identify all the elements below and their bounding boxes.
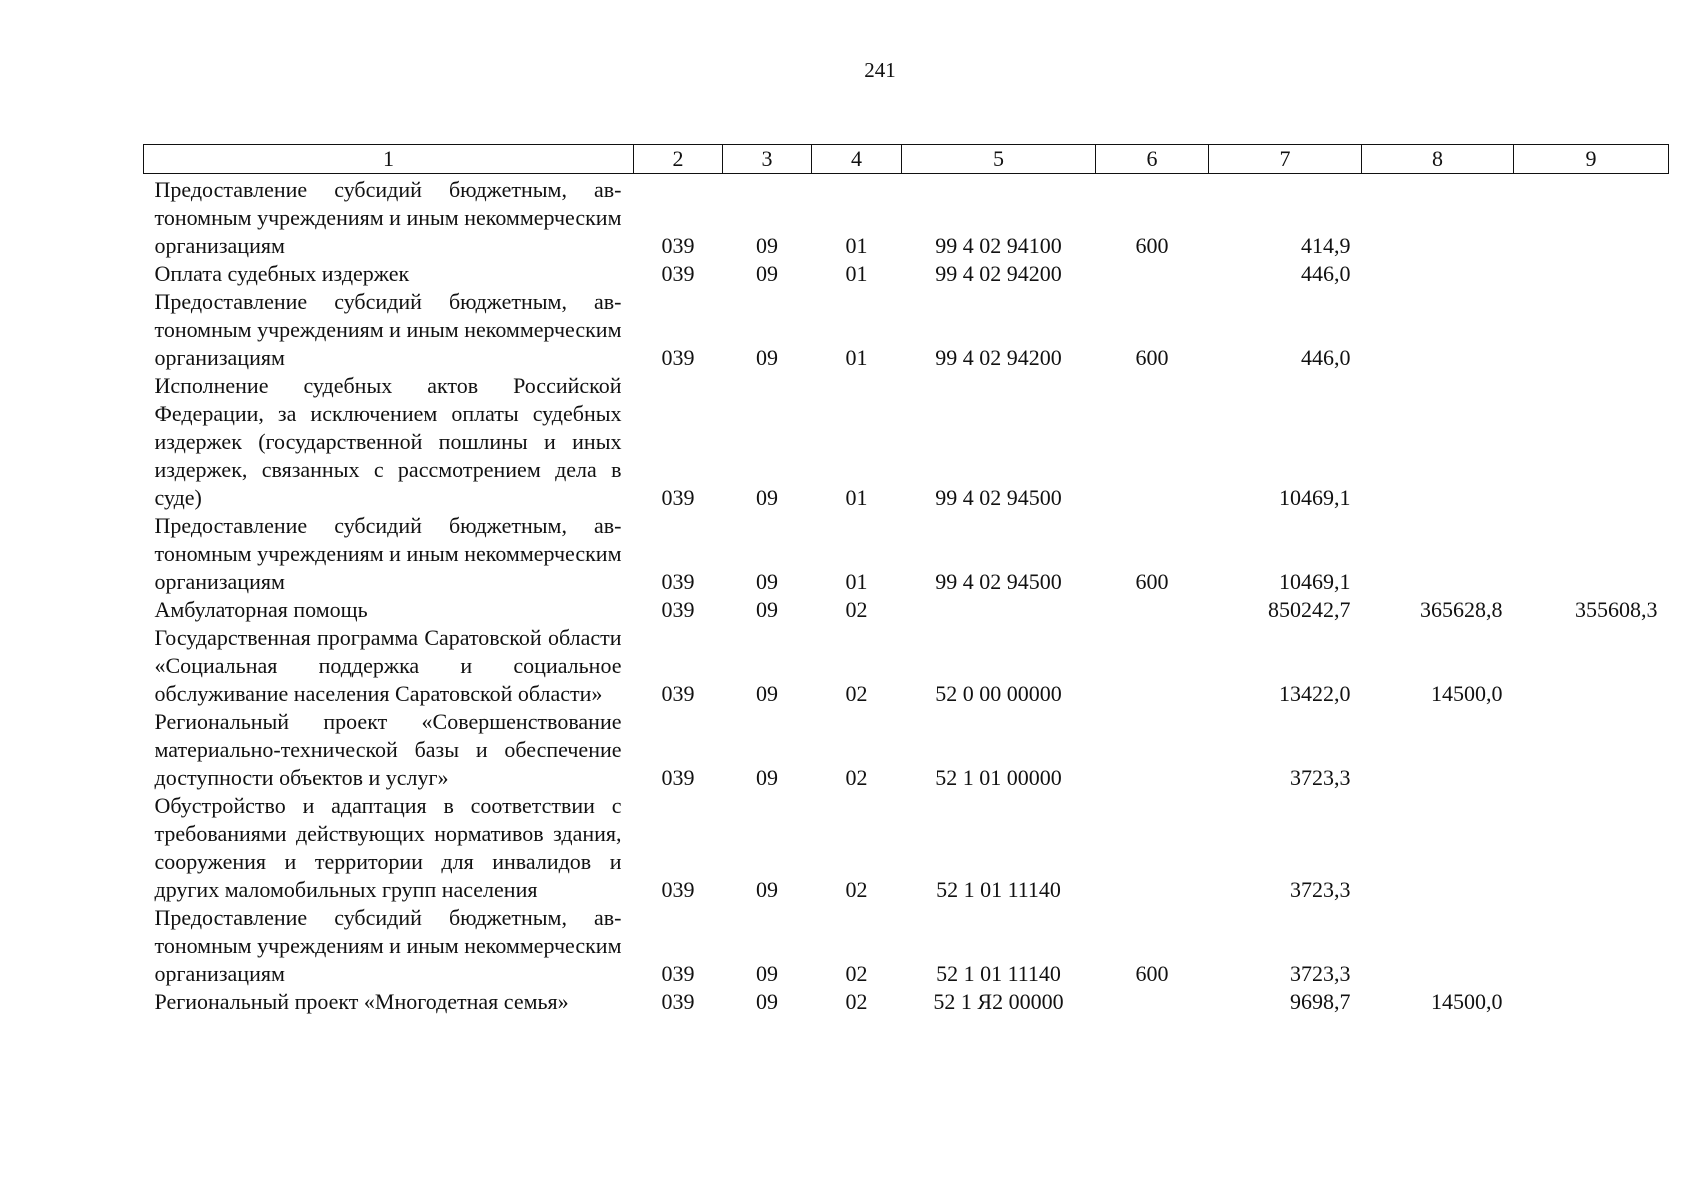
row-name: Предоставление субсидий бюджетным, автономным учреждениям и иным некоммерческим организациям	[154, 177, 622, 258]
col-8-value: 365628,8	[1420, 597, 1503, 622]
header-cell: 9	[1514, 145, 1669, 174]
col-5-value: 99 4 02 94500	[935, 569, 1062, 594]
col-7-value: 10469,1	[1279, 485, 1351, 510]
col-3-value: 09	[756, 765, 778, 790]
table-row	[144, 624, 1669, 708]
col-2-value: 039	[661, 345, 695, 370]
col-2-value: 039	[661, 569, 695, 594]
col-4-value: 01	[845, 233, 868, 258]
col-2-value: 039	[661, 989, 695, 1014]
col-6-value: 600	[1135, 345, 1169, 370]
col-5-value: 52 0 00 00000	[935, 681, 1062, 706]
col-9-value	[1514, 988, 1669, 1016]
table-row	[144, 988, 1669, 1016]
col-2-value: 039	[661, 261, 695, 286]
col-9-value	[1514, 260, 1669, 288]
col-7-value: 3723,3	[1290, 765, 1351, 790]
col-9-value	[1514, 512, 1669, 596]
col-8-value: 14500,0	[1431, 681, 1503, 706]
col-6-value	[1096, 988, 1209, 1016]
row-name: Региональный проект «Совершенствование материально-технической базы и обеспечение доступности объектов и услуг»	[154, 709, 622, 790]
table-row	[144, 512, 1669, 596]
header-cell: 1	[144, 145, 634, 174]
table-row	[144, 904, 1669, 988]
col-6-value: 600	[1135, 569, 1169, 594]
header-cell: 3	[723, 145, 812, 174]
col-5-value: 52 1 01 11140	[936, 961, 1061, 986]
col-3-value: 09	[756, 961, 778, 986]
col-3-value: 09	[756, 261, 778, 286]
col-6-value: 600	[1135, 961, 1169, 986]
col-9-value	[1514, 792, 1669, 904]
col-7-value: 9698,7	[1290, 989, 1351, 1014]
col-9-value	[1514, 174, 1669, 261]
col-4-value: 01	[845, 569, 868, 594]
col-8-value	[1362, 372, 1514, 512]
col-2-value: 039	[661, 961, 695, 986]
col-7-value: 13422,0	[1279, 681, 1351, 706]
header-cell: 5	[902, 145, 1096, 174]
col-4-value: 02	[845, 681, 868, 706]
col-5-value: 99 4 02 94500	[935, 485, 1062, 510]
col-8-value	[1362, 904, 1514, 988]
col-9-value: 355608,3	[1575, 597, 1658, 622]
col-7-value: 446,0	[1301, 261, 1351, 286]
col-7-value: 850242,7	[1268, 597, 1351, 622]
col-3-value: 09	[756, 877, 778, 902]
col-8-value	[1362, 288, 1514, 372]
col-5-value: 52 1 01 00000	[935, 765, 1062, 790]
col-8-value	[1362, 174, 1514, 261]
col-4-value: 02	[845, 989, 868, 1014]
col-9-value	[1514, 288, 1669, 372]
col-7-value: 3723,3	[1290, 961, 1351, 986]
table-row	[144, 260, 1669, 288]
row-name: Исполнение судебных актов Российской Федерации, за исключением оплаты судебных издержек (государственной пошлины и иных издержек, связанных с рассмотрением дела в суде)	[154, 373, 622, 510]
header-cell: 4	[812, 145, 902, 174]
col-2-value: 039	[661, 233, 695, 258]
col-6-value	[1096, 372, 1209, 512]
col-3-value: 09	[756, 681, 778, 706]
col-4-value: 01	[845, 485, 868, 510]
col-4-value: 02	[845, 877, 868, 902]
col-2-value: 039	[661, 765, 695, 790]
row-name: Оплата судебных издержек	[154, 261, 410, 286]
col-6-value	[1096, 792, 1209, 904]
header-row	[144, 145, 1669, 174]
table-row	[144, 596, 1669, 624]
col-4-value: 01	[845, 345, 868, 370]
col-4-value: 01	[845, 261, 868, 286]
col-3-value: 09	[756, 485, 778, 510]
col-8-value	[1362, 792, 1514, 904]
col-3-value: 09	[756, 345, 778, 370]
col-5-value	[902, 596, 1096, 624]
col-6-value	[1096, 624, 1209, 708]
col-2-value: 039	[661, 597, 695, 622]
table-row	[144, 174, 1669, 261]
row-name: Амбулаторная помощь	[154, 597, 368, 622]
col-8-value	[1362, 512, 1514, 596]
col-3-value: 09	[756, 569, 778, 594]
col-6-value	[1096, 260, 1209, 288]
page-number: 241	[864, 58, 896, 82]
table-row	[144, 372, 1669, 512]
table-row	[144, 792, 1669, 904]
col-7-value: 414,9	[1301, 233, 1351, 258]
col-4-value: 02	[845, 765, 868, 790]
row-name: Региональный проект «Многодетная семья»	[154, 989, 569, 1014]
col-4-value: 02	[845, 597, 868, 622]
col-2-value: 039	[661, 877, 695, 902]
col-7-value: 10469,1	[1279, 569, 1351, 594]
col-2-value: 039	[661, 681, 695, 706]
row-name: Обустройство и адаптация в соответствии с требованиями действующих нормативов здания, сооружения и территории для инвалидов и других маломобильных групп населения	[154, 793, 622, 902]
budget-table	[143, 144, 1669, 1016]
row-name: Предоставление субсидий бюджетным, автономным учреждениям и иным некоммерческим организациям	[154, 513, 622, 594]
col-7-value: 446,0	[1301, 345, 1351, 370]
col-5-value: 99 4 02 94100	[935, 233, 1062, 258]
col-6-value	[1096, 708, 1209, 792]
col-5-value: 52 1 01 11140	[936, 877, 1061, 902]
col-5-value: 52 1 Я2 00000	[933, 989, 1064, 1014]
col-9-value	[1514, 708, 1669, 792]
header-cell: 8	[1362, 145, 1514, 174]
header-cell: 6	[1096, 145, 1209, 174]
col-5-value: 99 4 02 94200	[935, 345, 1062, 370]
col-6-value	[1096, 596, 1209, 624]
col-9-value	[1514, 372, 1669, 512]
col-3-value: 09	[756, 233, 778, 258]
row-name: Предоставление субсидий бюджетным, автономным учреждениям и иным некоммерческим организациям	[154, 905, 622, 986]
col-8-value	[1362, 260, 1514, 288]
col-9-value	[1514, 904, 1669, 988]
table-row	[144, 708, 1669, 792]
header-cell: 7	[1209, 145, 1362, 174]
row-name: Государственная программа Саратовской области «Социальная поддержка и социальное обслуживание населения Саратовской области»	[154, 625, 622, 706]
row-name: Предоставление субсидий бюджетным, автономным учреждениям и иным некоммерческим организациям	[154, 289, 622, 370]
col-4-value: 02	[845, 961, 868, 986]
table-body	[144, 174, 1669, 1017]
col-8-value	[1362, 708, 1514, 792]
col-3-value: 09	[756, 597, 778, 622]
col-8-value: 14500,0	[1431, 989, 1503, 1014]
col-5-value: 99 4 02 94200	[935, 261, 1062, 286]
col-2-value: 039	[661, 485, 695, 510]
col-3-value: 09	[756, 989, 778, 1014]
header-cell: 2	[634, 145, 723, 174]
col-6-value: 600	[1135, 233, 1169, 258]
col-7-value: 3723,3	[1290, 877, 1351, 902]
col-9-value	[1514, 624, 1669, 708]
table-row	[144, 288, 1669, 372]
